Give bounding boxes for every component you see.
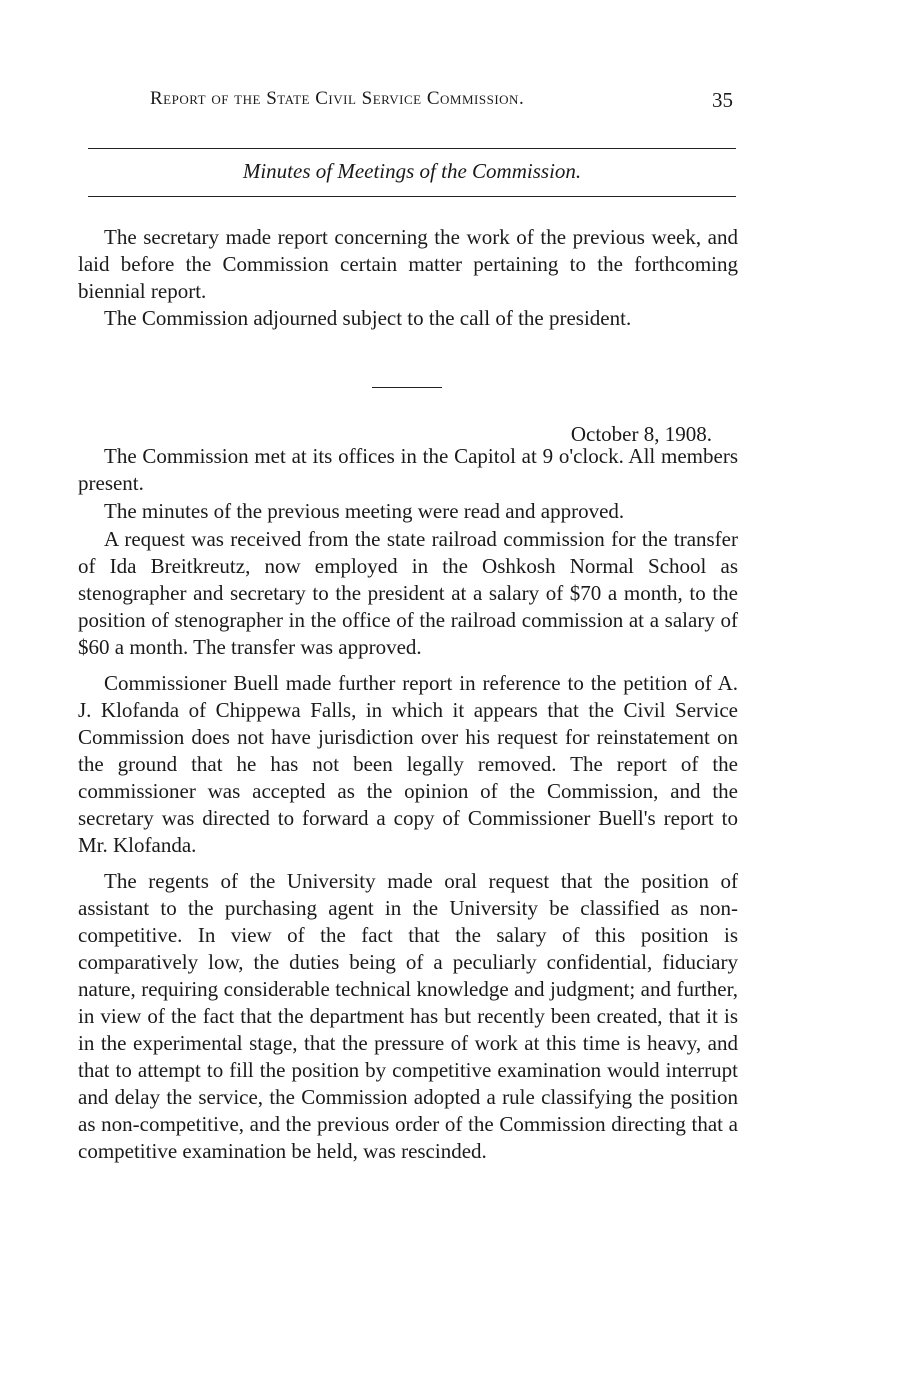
carryover-minutes [78, 224, 738, 332]
paragraph: The Commission met at its offices in the Capitol at 9 o'clock. All members present. [78, 444, 738, 495]
section-title: Minutes of Meetings of the Commission. [242, 159, 582, 183]
section-divider [372, 387, 442, 388]
meeting-minutes [78, 443, 738, 1165]
paragraph: A request was received from the state railroad commission for the transfer of Ida Breitkreutz, now employed in the Oshkosh Normal School as stenographer and secretary to the president at a salary of $70 a month, to the position of stenographer in the office of the railroad commission at a salary of $60 a month. The transfer was approved. [78, 527, 738, 659]
paragraph: The secretary made report concerning the work of the previous week, and laid before the Commission certain matter pertaining to the forthcoming biennial report. [78, 225, 738, 303]
header-rule-bottom [88, 196, 736, 197]
paragraph: The minutes of the previous meeting were read and approved. [104, 499, 625, 523]
paragraph: The regents of the University made oral request that the position of assistant to the purchasing agent in the University be classified as non-competitive. In view of the fact that the salary of this position is comparatively low, the duties being of a peculiarly confidential, fiduciary nature, requiring considerable technical knowledge and judgment; and further, in view of the fact that the department has but recently been created, that it is in the experimental stage, that the pressure of work at this time is heavy, and that to attempt to fill the position by competitive examination would interrupt and delay the service, the Commission adopted a rule classifying the position as non-competitive, and the previous order of the Commission directing that a competitive examination be held, was rescinded. [78, 869, 738, 1163]
meeting-date: October 8, 1908. [570, 422, 712, 446]
paragraph: The Commission adjourned subject to the call of the president. [104, 306, 632, 330]
paragraph: Commissioner Buell made further report in reference to the petition of A. J. Klofanda of Chippewa Falls, in which it appears that the Civil Service Commission does not have jurisdiction over his request for reinstatement on the ground that he has not been legally removed. The report of the commissioner was accepted as the opinion of the Commission, and the secretary was directed to forward a copy of Commissioner Buell's report to Mr. Klofanda. [78, 671, 738, 857]
running-header-title: Report of the State Civil Service Commission. [150, 88, 525, 109]
page-number: 35 [712, 88, 733, 112]
header-rule-top [88, 148, 736, 149]
